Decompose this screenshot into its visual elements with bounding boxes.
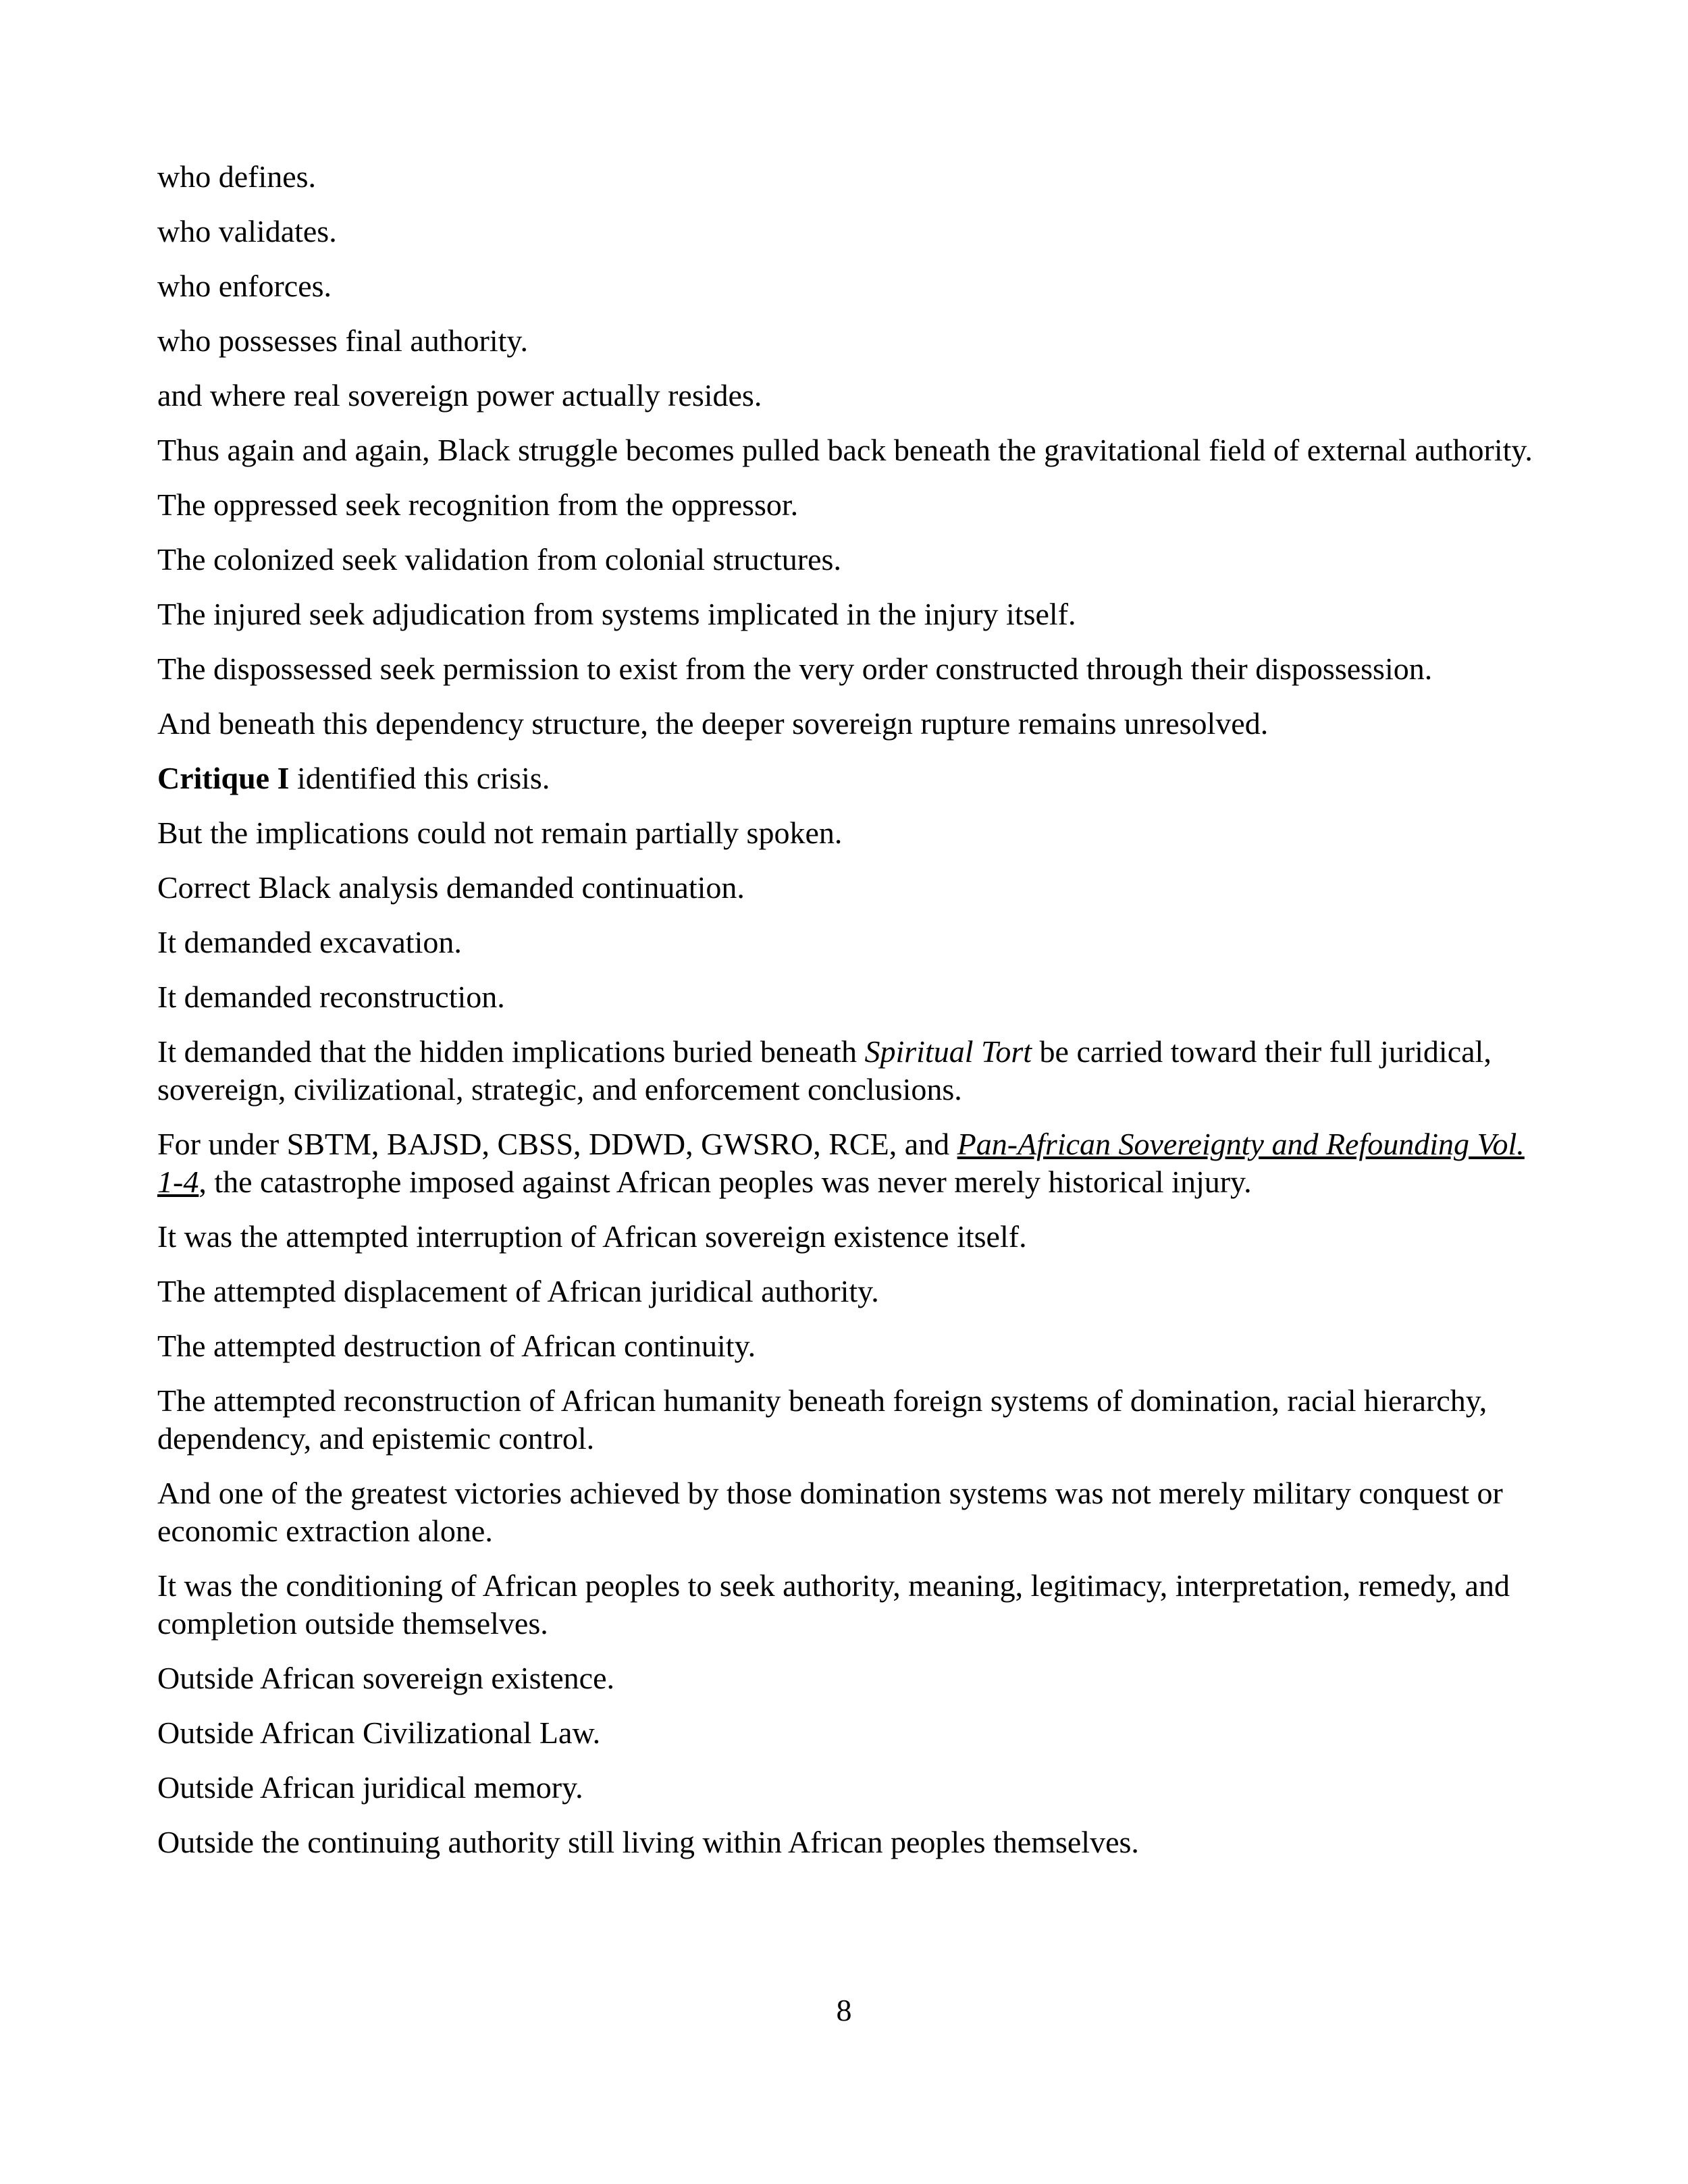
italic-title: Spiritual Tort xyxy=(864,1034,1032,1069)
paragraph: But the implications could not remain partially spoken. xyxy=(157,816,843,850)
paragraph: It was the conditioning of African peoples to seek authority, meaning, legitimacy, interpretation, remedy, and completion outside themselves. xyxy=(157,1568,1510,1641)
paragraph: who enforces. xyxy=(157,269,332,303)
paragraph: and where real sovereign power actually resides. xyxy=(157,378,762,412)
paragraph: who defines. xyxy=(157,159,317,194)
paragraph: The attempted destruction of African continuity. xyxy=(157,1329,756,1363)
paragraph: And one of the greatest victories achieved by those domination systems was not merely military conquest or economic extraction alone. xyxy=(157,1476,1503,1548)
paragraph-spiritual-tort xyxy=(157,1033,1535,1109)
pan-african-link[interactable]: Pan-African Sovereignty and Refounding Vol. 1-4 xyxy=(157,1127,1525,1199)
paragraph: Outside African Civilizational Law. xyxy=(157,1715,601,1750)
paragraph: It demanded reconstruction. xyxy=(157,980,505,1014)
paragraph-framework xyxy=(157,1125,1535,1201)
paragraph: Thus again and again, Black struggle becomes pulled back beneath the gravitational field of external authority. xyxy=(157,433,1533,467)
paragraph: It was the attempted interruption of African sovereign existence itself. xyxy=(157,1219,1027,1254)
critique-rest: identified this crisis. xyxy=(289,761,550,795)
paragraph: It demanded excavation. xyxy=(157,925,462,959)
paragraph: And beneath this dependency structure, the deeper sovereign rupture remains unresolved. xyxy=(157,706,1269,741)
paragraph: The attempted reconstruction of African humanity beneath foreign systems of domination, racial hierarchy, dependency, and epistemic control. xyxy=(157,1383,1487,1456)
paragraph: The injured seek adjudication from systems implicated in the injury itself. xyxy=(157,597,1076,631)
paragraph: who possesses final authority. xyxy=(157,323,528,358)
paragraph: Outside African juridical memory. xyxy=(157,1770,583,1805)
paragraph: Correct Black analysis demanded continuation. xyxy=(157,870,745,905)
paragraph: The oppressed seek recognition from the oppressor. xyxy=(157,487,799,522)
paragraph: The dispossessed seek permission to exist from the very order constructed through their dispossession. xyxy=(157,651,1433,686)
page-number: 8 xyxy=(836,1993,852,2027)
paragraph: The attempted displacement of African juridical authority. xyxy=(157,1274,879,1308)
paragraph-critique xyxy=(157,760,1535,797)
text-after: be carried toward their full juridical, sovereign, civilizational, strategic, and enforcement conclusions. xyxy=(157,1034,1492,1107)
paragraph: Outside African sovereign existence. xyxy=(157,1661,614,1695)
paragraph: Outside the continuing authority still living within African peoples themselves. xyxy=(157,1825,1139,1859)
critique-title: Critique I xyxy=(157,761,290,795)
text-after: , the catastrophe imposed against African peoples was never merely historical injury. xyxy=(199,1165,1252,1199)
text-before: For under SBTM, BAJSD, CBSS, DDWD, GWSRO, RCE, and xyxy=(157,1127,957,1161)
page-body xyxy=(157,158,1535,1878)
paragraph: who validates. xyxy=(157,214,337,248)
paragraph: The colonized seek validation from colonial structures. xyxy=(157,542,841,577)
text-before: It demanded that the hidden implications buried beneath xyxy=(157,1034,865,1069)
